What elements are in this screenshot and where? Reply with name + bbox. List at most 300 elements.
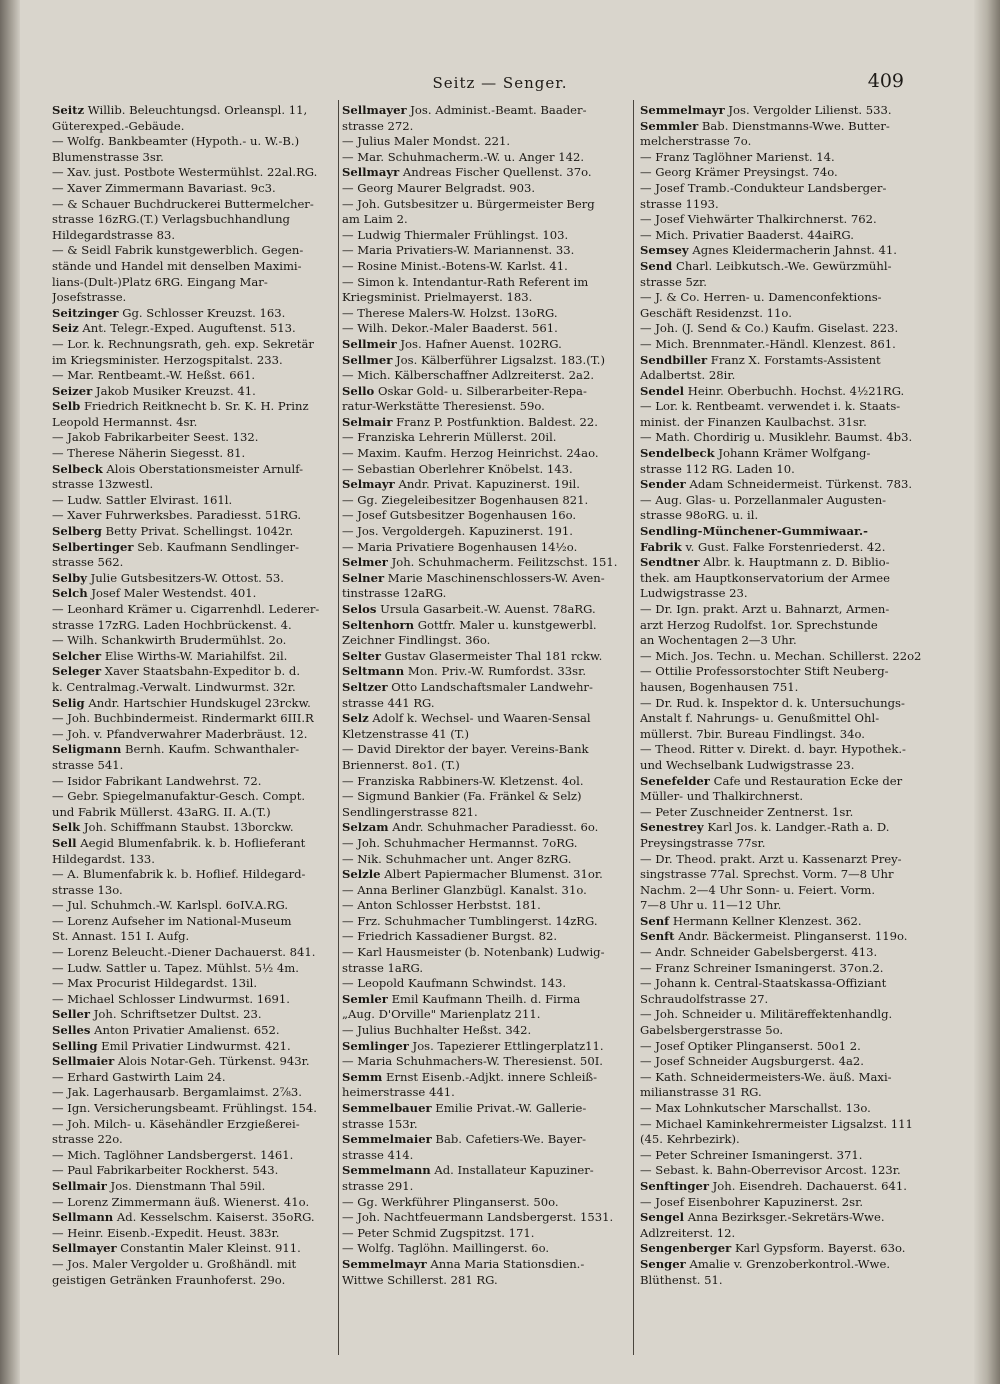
entry-surname: Seller [52,1007,91,1022]
entry-text: — Peter Schmid Zugspitzst. 171. [342,1225,535,1240]
directory-entry [52,820,335,836]
entry-text: — Joh. Schuhmacher Hermannst. 7oRG. [342,835,578,850]
directory-entry [342,1085,625,1101]
directory-entry [342,742,625,758]
entry-text: Anstalt f. Nahrungs- u. Genußmittel Ohl- [640,711,880,726]
directory-entry [640,618,923,634]
entry-text: Xaver Staatsbahn-Expeditor b. d. [101,664,301,679]
directory-entry [640,914,923,930]
entry-text: — Max Lohnkutscher Marschallst. 13o. [640,1101,871,1115]
directory-entry [52,275,335,291]
entry-text: Seb. Kaufmann Sendlinger- [133,539,299,554]
directory-entry [342,1179,625,1195]
entry-text: — & Schauer Buchdruckerei Buttermelcher- [52,196,314,211]
entry-surname: Sellmaier [52,1054,115,1069]
entry-surname: Sellmayer [52,1241,117,1256]
entry-text: — Mich. Taglöhner Landsbergerst. 1461. [52,1147,294,1162]
entry-text: 7—8 Uhr u. 11—12 Uhr. [640,898,782,913]
entry-text: Betty Privat. Schellingst. 1042r. [101,524,294,539]
directory-entry [342,1054,625,1070]
directory-entry [640,368,923,384]
entry-text: Amalie v. Grenzoberkontrol.-Wwe. [685,1256,891,1271]
entry-text: — Max Procurist Hildegardst. 13il. [52,976,258,991]
directory-entry [640,150,923,166]
directory-entry [52,540,335,556]
directory-entry [52,290,335,306]
directory-entry [52,976,335,992]
entry-text: — Dr. Rud. k. Inspektor d. k. Untersuchungs- [640,695,905,710]
entry-text: strasse 441 RG. [342,695,435,710]
entry-text: Jos. Hafner Auenst. 102RG. [396,336,562,351]
entry-text: strasse 272. [342,118,414,133]
directory-entry [640,555,923,571]
entry-text: Joh. Schiffmann Staubst. 13borckw. [80,820,294,835]
entry-text: ratur-Werkstätte Theresienst. 59o. [342,399,545,414]
entry-surname: Seiz [52,321,79,336]
directory-entry [52,696,335,712]
column-3 [640,103,923,1361]
entry-surname: Selch [52,586,88,601]
directory-entry [640,399,923,415]
entry-text: — Josef Viehwärter Thalkirchnerst. 762. [640,212,877,227]
directory-entry [52,992,335,1008]
entry-surname: Semsey [640,243,689,258]
entry-text: strasse 112 RG. Laden 10. [640,461,795,476]
entry-surname: Selner [342,570,385,585]
directory-entry [640,1257,923,1273]
directory-entry [52,259,335,275]
directory-entry [640,540,923,556]
entry-text: — Joh. Schneider u. Militäreffektenhandlg. [640,1007,893,1022]
entry-text: — Julius Buchhalter Heßst. 342. [342,1023,532,1038]
directory-entry [52,852,335,868]
entry-surname: Semmelmayr [640,103,725,117]
entry-text: — Lorenz Beleucht.-Diener Dachauerst. 841. [52,945,316,960]
directory-entry [640,789,923,805]
directory-entry [342,384,625,400]
entry-surname: Seitz [52,103,85,117]
entry-surname: Senf [640,913,670,928]
directory-entry [52,1085,335,1101]
directory-entry [640,805,923,821]
entry-surname: Selmer [342,555,388,570]
entry-text: — Ign. Versicherungsbeamt. Frühlingst. 154. [52,1101,317,1115]
directory-entry [342,540,625,556]
directory-entry [342,228,625,244]
directory-entry [52,898,335,914]
entry-text: — Heinr. Eisenb.-Expedit. Heust. 383r. [52,1225,280,1240]
entry-text: — Franz Taglöhner Marienst. 14. [640,149,835,164]
entry-surname: Seligmann [52,742,122,757]
entry-text: — Xaver Zimmermann Bavariast. 9c3. [52,180,276,195]
directory-entry [52,1241,335,1257]
entry-text: — Leopold Kaufmann Schwindst. 143. [342,976,567,991]
directory-entry [52,1226,335,1242]
entry-surname: Sell [52,835,77,850]
directory-entry [52,633,335,649]
entry-surname: Senger [640,1256,686,1271]
directory-entry [640,742,923,758]
entry-text: — Joh. Buchbindermeist. Rindermarkt 6III.R [52,711,314,726]
directory-entry [640,306,923,322]
entry-text: Bernh. Kaufm. Schwanthaler- [121,742,300,757]
entry-text: Blüthenst. 51. [640,1272,723,1287]
page-edge [974,0,1000,1384]
entry-text: Jos. Vergolder Lilienst. 533. [724,103,892,117]
directory-entry [52,477,335,493]
entry-text: Gabelsbergerstrasse 5o. [640,1023,784,1038]
entry-text: strasse 13zwestl. [52,477,154,492]
entry-text: Julie Gutsbesitzers-W. Ottost. 53. [87,570,284,585]
directory-entry [52,680,335,696]
entry-surname: Seitzinger [52,305,119,320]
entry-text: — Anna Berliner Glanzbügl. Kanalst. 31o. [342,882,587,897]
directory-entry [52,321,335,337]
directory-entry [52,524,335,540]
directory-entry [640,259,923,275]
directory-entry [342,477,625,493]
directory-entry [342,929,625,945]
directory-entry [52,353,335,369]
directory-entry [342,243,625,259]
directory-entry [640,1163,923,1179]
entry-text: — Gebr. Spiegelmanufaktur-Gesch. Compt. [52,789,306,804]
entry-text: Agnes Kleidermacherin Jahnst. 41. [688,243,897,258]
directory-entry [52,1163,335,1179]
column-rule [338,100,339,1355]
directory-entry [640,415,923,431]
entry-text: Andr. Bäckermeist. Plinganserst. 119o. [674,929,908,944]
entry-text: strasse 17zRG. Laden Hochbrückenst. 4. [52,617,292,632]
entry-text: — Jos. Maler Vergolder u. Großhändl. mit [52,1256,297,1271]
entry-text: Constantin Maler Kleinst. 911. [116,1241,301,1256]
directory-entry [640,586,923,602]
directory-entry [342,321,625,337]
entry-text: — Wilh. Dekor.-Maler Baaderst. 561. [342,321,558,336]
directory-entry [640,836,923,852]
directory-entry [640,898,923,914]
directory-entry [640,384,923,400]
entry-text: Ad. Installateur Kapuziner- [430,1163,594,1178]
directory-entry [342,1241,625,1257]
directory-entry [342,852,625,868]
directory-entry [640,1085,923,1101]
entry-text: Anna Bezirksger.-Sekretärs-Wwe. [684,1210,885,1225]
entry-text: minist. der Finanzen Kaulbachst. 31sr. [640,414,867,429]
entry-text: — A. Blumenfabrik k. b. Hoflief. Hildegard- [52,867,306,882]
entry-surname: Seltzer [342,679,388,694]
directory-entry [342,1023,625,1039]
directory-entry [342,212,625,228]
entry-surname: Seizer [52,383,93,398]
column-2 [342,103,625,1361]
directory-entry [342,711,625,727]
entry-text: Johann Krämer Wolfgang- [714,446,871,461]
entry-text: Emilie Privat.-W. Gallerie- [431,1101,587,1115]
entry-surname: Sellmayer [342,103,407,117]
entry-text: Marie Maschinenschlossers-W. Aven- [384,570,605,585]
entry-surname: Selter [342,648,381,663]
directory-entry [52,883,335,899]
directory-entry [640,696,923,712]
directory-entry [52,1132,335,1148]
entry-text: — Franz Schreiner Ismaningerst. 37on.2. [640,960,884,975]
directory-entry [640,633,923,649]
entry-text: Ursula Gasarbeit.-W. Auenst. 78aRG. [376,602,596,616]
directory-entry [640,212,923,228]
entry-text: — Theod. Ritter v. Direkt. d. bayr. Hypothek.- [640,742,906,757]
entry-text: Alois Notar-Geh. Türkenst. 943r. [114,1054,310,1069]
directory-entry [342,275,625,291]
directory-entry [52,368,335,384]
directory-entry [640,1148,923,1164]
directory-entry [52,758,335,774]
entry-text: — Joh. Milch- u. Käsehändler Erzgießerei- [52,1116,300,1131]
directory-entry [640,446,923,462]
entry-text: Jakob Musiker Kreuzst. 41. [92,383,256,398]
entry-text: Cafe und Restauration Ecke der [709,773,903,788]
entry-text: lians-(Dult-)Platz 6RG. Eingang Mar- [52,274,268,289]
directory-entry [640,1054,923,1070]
entry-text: — Mich. Brennmater.-Händl. Klenzest. 861. [640,336,896,351]
entry-text: Alois Oberstationsmeister Arnulf- [102,461,304,476]
directory-entry [640,1226,923,1242]
directory-entry [342,415,625,431]
directory-entry [52,399,335,415]
entry-text: Ernst Eisenb.-Adjkt. innere Schleiß- [382,1069,598,1084]
directory-entry [52,1039,335,1055]
entry-text: — Johann k. Central-Staatskassa-Offiziant [640,976,887,991]
entry-text: Schraudolfstrasse 27. [640,991,769,1006]
directory-entry [640,649,923,665]
entry-text: strasse 13o. [52,882,123,897]
directory-entry [52,711,335,727]
entry-text: — Josef Schneider Augsburgerst. 4a2. [640,1054,864,1069]
directory-entry [342,633,625,649]
entry-text: — Wilh. Schankwirth Brudermühlst. 2o. [52,633,287,648]
entry-surname: Sendelbeck [640,446,715,461]
entry-text: — Leonhard Krämer u. Cigarrenhdl. Lederer- [52,602,320,616]
entry-surname: Selling [52,1038,98,1053]
directory-entry [52,586,335,602]
entry-text: — Gg. Werkführer Plinganserst. 50o. [342,1194,559,1209]
entry-text: Sendlingerstrasse 821. [342,804,478,819]
directory-entry [640,524,923,540]
entry-text: — Paul Fabrikarbeiter Rockherst. 543. [52,1163,279,1178]
entry-text: strasse 22o. [52,1132,123,1147]
directory-entry [342,883,625,899]
entry-text: — Jul. Schuhmch.-W. Karlspl. 6oIV.A.RG. [52,898,289,913]
directory-entry [342,867,625,883]
directory-entry [342,820,625,836]
entry-text: melcherstrasse 7o. [640,134,752,149]
entry-text: — Josef Eisenbohrer Kapuzinerst. 2sr. [640,1194,864,1209]
entry-text: Josef Maler Westendst. 401. [87,586,257,601]
entry-text: — Mich. Kälberschaffner Adlzreiterst. 2a2. [342,368,595,383]
entry-surname: Sengenberger [640,1241,732,1256]
directory-entry [52,1023,335,1039]
entry-text: Wittwe Schillerst. 281 RG. [342,1272,498,1287]
entry-text: — Ludw. Sattler Elvirast. 161l. [52,492,233,507]
entry-text: stände und Handel mit denselben Maximi- [52,258,302,273]
column-1 [52,103,335,1361]
entry-surname: Semler [342,991,388,1006]
directory-entry [52,1273,335,1289]
directory-entry [52,774,335,790]
entry-text: arzt Herzog Rudolfst. 1or. Sprechstunde [640,617,878,632]
entry-text: Albr. k. Hauptmann z. D. Biblio- [699,555,890,570]
directory-entry [640,243,923,259]
entry-surname: Sellmann [52,1210,114,1225]
entry-surname: Selb [52,399,81,414]
entry-text: — Frz. Schuhmacher Tumblingerst. 14zRG. [342,913,598,928]
entry-text: — Dr. Theod. prakt. Arzt u. Kassenarzt Prey- [640,851,902,866]
directory-entry [52,1148,335,1164]
directory-entry [52,929,335,945]
entry-text: Zeichner Findlingst. 36o. [342,633,491,648]
directory-entry [342,1101,625,1117]
entry-text: — Dr. Ign. prakt. Arzt u. Bahnarzt, Armen- [640,602,890,616]
entry-surname: Semmelbauer [342,1101,432,1115]
entry-text: strasse 1aRG. [342,960,424,975]
directory-entry [640,727,923,743]
entry-surname: Sellmeir [342,336,397,351]
entry-text: Willib. Beleuchtungsd. Orleanspl. 11, [84,103,308,117]
entry-text: Kletzenstrasse 41 (T.) [342,726,470,741]
directory-entry [342,430,625,446]
directory-entry [342,602,625,618]
directory-entry [640,275,923,291]
directory-entry [640,883,923,899]
entry-text: Andr. Hartschier Hundskugel 23rckw. [84,695,311,710]
entry-text: Andreas Fischer Quellenst. 37o. [399,165,592,180]
entry-surname: Selz [342,711,369,726]
directory-entry [52,1117,335,1133]
entry-surname: Selig [52,695,85,710]
entry-surname: Selos [342,602,377,616]
entry-text: Blumenstrasse 3sr. [52,149,164,164]
entry-surname: Sengel [640,1210,685,1225]
entry-text: Jos. Administ.-Beamt. Baader- [406,103,587,117]
entry-surname: Semlinger [342,1038,409,1053]
entry-text: Jos. Dienstmann Thal 59il. [106,1178,266,1193]
directory-entry [342,150,625,166]
directory-entry [342,1007,625,1023]
entry-surname: Sellmer [342,352,393,367]
directory-entry [52,618,335,634]
entry-text: Gg. Schlosser Kreuzst. 163. [118,305,286,320]
directory-entry [342,555,625,571]
entry-text: — Lorenz Aufseher im National-Museum [52,913,292,928]
directory-entry [640,1023,923,1039]
entry-text: — Ludw. Sattler u. Tapez. Mühlst. 5½ 4m. [52,960,299,975]
entry-text: k. Centralmag.-Verwalt. Lindwurmst. 32r. [52,679,296,694]
entry-text: — Josef Optiker Plinganserst. 50o1 2. [640,1038,861,1053]
directory-entry [640,664,923,680]
directory-entry [342,1210,625,1226]
directory-entry [640,462,923,478]
directory-entry [640,852,923,868]
entry-text: strasse 562. [52,555,124,570]
entry-surname: Senftinger [640,1178,709,1193]
entry-text: Geschäft Residenzst. 11o. [640,305,792,320]
directory-entry [640,337,923,353]
entry-text: — Nik. Schuhmacher unt. Anger 8zRG. [342,851,572,866]
entry-text: — Peter Zuschneider Zentnerst. 1sr. [640,804,854,819]
directory-entry [52,306,335,322]
entry-surname: Sendtner [640,555,700,570]
entry-text: und Wechselbank Ludwigstrasse 23. [640,757,855,772]
entry-text: Karl Jos. k. Landger.-Rath a. D. [703,820,890,835]
entry-text: Adlzreiterst. 12. [640,1225,736,1240]
entry-text: Güterexped.-Gebäude. [52,118,185,133]
entry-text: Jos. Kälberführer Ligsalzst. 183.(T.) [392,352,605,367]
entry-surname: Semmler [640,118,699,133]
directory-entry [342,1070,625,1086]
directory-entry [342,774,625,790]
directory-entry [640,134,923,150]
entry-surname: Selzam [342,820,389,835]
entry-text: Franz X. Forstamts-Assistent [707,352,881,367]
entry-text: strasse 5zr. [640,274,707,289]
directory-entry [342,696,625,712]
directory-entry [342,165,625,181]
directory-entry [640,1273,923,1289]
directory-entry [52,165,335,181]
entry-text: Ant. Telegr.-Exped. Auguftenst. 513. [78,321,296,336]
directory-entry [342,758,625,774]
directory-entry [342,197,625,213]
entry-text: — Mar. Rentbeamt.-W. Heßst. 661. [52,368,256,383]
directory-entry [342,992,625,1008]
directory-entry [52,430,335,446]
entry-text: Ludwigstrasse 23. [640,586,748,601]
entry-text: — Georg Krämer Preysingst. 74o. [640,165,838,180]
entry-text: — Aug. Glas- u. Porzellanmaler Augusten- [640,492,887,507]
entry-text: Briennerst. 8o1. (T.) [342,757,460,772]
directory-entry [640,1007,923,1023]
directory-entry [52,649,335,665]
entry-text: — Joh. (J. Send & Co.) Kaufm. Giselast. 223. [640,321,899,336]
directory-entry [52,727,335,743]
directory-entry [52,571,335,587]
entry-text: Gottfr. Maler u. kunstgewerbl. [414,617,597,632]
directory-entry [342,805,625,821]
directory-entry [342,836,625,852]
entry-text: — Peter Schreiner Ismaningerst. 371. [640,1147,863,1162]
directory-entry [342,290,625,306]
directory-entry [640,929,923,945]
entry-text: Andr. Privat. Kapuzinerst. 19il. [394,477,580,492]
directory-entry [640,1179,923,1195]
directory-entry [52,1179,335,1195]
entry-text: hausen, Bogenhausen 751. [640,679,799,694]
directory-entry [342,914,625,930]
directory-entry [640,945,923,961]
entry-text: Anna Maria Stationsdien.- [426,1256,585,1271]
entry-surname: Semmelmaier [342,1132,432,1147]
entry-text: Mon. Priv.-W. Rumfordst. 33sr. [404,664,587,679]
entry-text: und Fabrik Müllerst. 43aRG. II. A.(T.) [52,804,271,819]
entry-surname: Semm [342,1069,383,1084]
entry-text: — Wolfg. Taglöhn. Maillingerst. 6o. [342,1241,550,1256]
entry-text: Heinr. Oberbuchh. Hochst. 4½21RG. [684,383,905,398]
entry-text: — Sigmund Bankier (Fa. Fränkel & Selz) [342,789,582,804]
entry-text: strasse 541. [52,757,124,772]
directory-entry [640,867,923,883]
entry-text: — David Direktor der bayer. Vereins-Bank [342,742,589,757]
directory-entry [342,571,625,587]
